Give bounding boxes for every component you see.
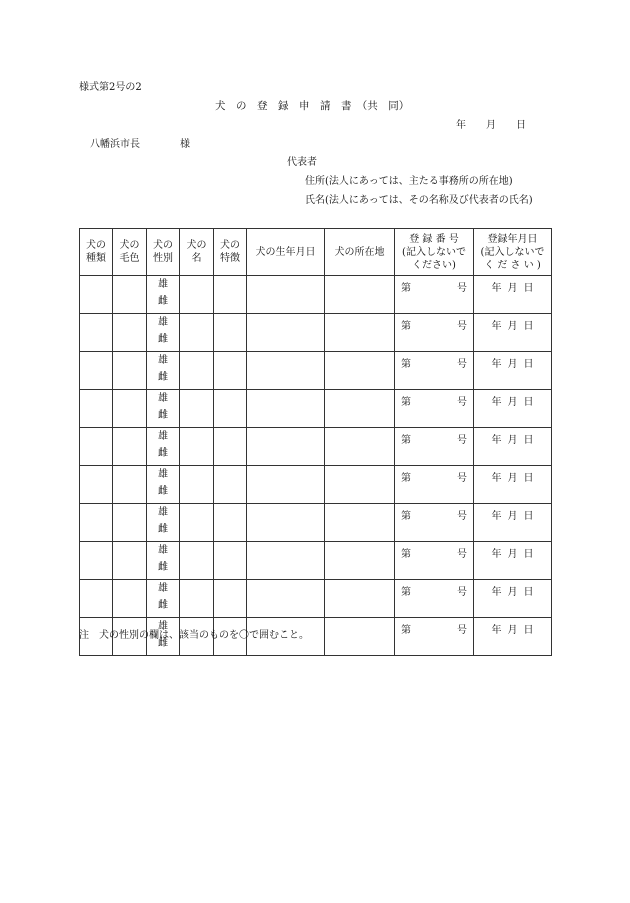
features-cell[interactable] <box>214 580 247 618</box>
header-dog-birthdate: 犬の生年月日 <box>247 229 325 276</box>
coat-color-cell[interactable] <box>113 428 147 466</box>
location-cell[interactable] <box>325 314 395 352</box>
features-cell[interactable] <box>214 390 247 428</box>
features-cell[interactable] <box>214 352 247 390</box>
registration-number-cell <box>395 314 474 352</box>
location-cell[interactable] <box>325 352 395 390</box>
sex-male[interactable]: 雄 <box>158 583 168 594</box>
number-suffix: 号 <box>457 435 467 446</box>
birthdate-cell[interactable] <box>247 314 325 352</box>
location-cell[interactable] <box>325 276 395 314</box>
breed-cell[interactable] <box>80 276 113 314</box>
dog-registration-table <box>79 228 552 656</box>
number-suffix: 号 <box>457 549 467 560</box>
sex-female[interactable]: 雌 <box>158 372 168 383</box>
registration-date-cell <box>474 580 552 618</box>
features-cell[interactable] <box>214 466 247 504</box>
name-cell[interactable] <box>180 542 214 580</box>
sex-cell[interactable] <box>147 276 180 314</box>
number-prefix: 第 <box>401 283 411 294</box>
header-dog-name: 犬の 名 <box>180 229 214 276</box>
date-year: 年 <box>491 587 502 598</box>
registration-date-cell <box>474 314 552 352</box>
breed-cell[interactable] <box>80 542 113 580</box>
date-month: 月 <box>507 587 518 598</box>
number-suffix: 号 <box>457 321 467 332</box>
sex-female[interactable]: 雌 <box>158 410 168 421</box>
name-cell[interactable] <box>180 352 214 390</box>
registration-number-cell <box>395 276 474 314</box>
representative-label: 代表者 <box>287 157 317 168</box>
sex-male[interactable]: 雄 <box>158 469 168 480</box>
name-cell[interactable] <box>180 504 214 542</box>
date-day: 日 <box>523 587 534 598</box>
registration-number-cell <box>395 618 474 656</box>
breed-cell[interactable] <box>80 466 113 504</box>
registration-date-cell <box>474 276 552 314</box>
name-cell[interactable] <box>180 466 214 504</box>
features-cell[interactable] <box>214 276 247 314</box>
date-month: 月 <box>507 435 518 446</box>
sex-female[interactable]: 雌 <box>158 638 168 649</box>
header-dog-location: 犬の所在地 <box>325 229 395 276</box>
features-cell[interactable] <box>214 542 247 580</box>
name-cell[interactable] <box>180 276 214 314</box>
registration-date-cell <box>474 352 552 390</box>
location-cell[interactable] <box>325 504 395 542</box>
sex-cell[interactable] <box>147 542 180 580</box>
birthdate-cell[interactable] <box>247 428 325 466</box>
name-cell[interactable] <box>180 428 214 466</box>
date-month: 月 <box>507 549 518 560</box>
sex-male[interactable]: 雄 <box>158 431 168 442</box>
location-cell[interactable] <box>325 580 395 618</box>
date-year: 年 <box>491 549 502 560</box>
header-registration-date: 登録年月日 (記入しないで く だ さ い ) <box>474 229 552 276</box>
sex-female[interactable]: 雌 <box>158 486 168 497</box>
birthdate-cell[interactable] <box>247 276 325 314</box>
birthdate-cell[interactable] <box>247 542 325 580</box>
registration-date-cell <box>474 390 552 428</box>
breed-cell[interactable] <box>80 428 113 466</box>
location-cell[interactable] <box>325 618 395 656</box>
sex-male[interactable]: 雄 <box>158 317 168 328</box>
location-cell[interactable] <box>325 466 395 504</box>
sex-cell[interactable] <box>147 580 180 618</box>
number-suffix: 号 <box>457 283 467 294</box>
date-month: 月 <box>507 283 518 294</box>
registration-date-cell <box>474 618 552 656</box>
table-row <box>80 390 552 428</box>
birthdate-cell[interactable] <box>247 352 325 390</box>
breed-cell[interactable] <box>80 390 113 428</box>
table-row <box>80 314 552 352</box>
date-day: 日 <box>523 359 534 370</box>
table-header-row <box>80 229 552 276</box>
registration-number-cell <box>395 542 474 580</box>
footnote: 注 犬の性別の欄は、該当のものを〇で囲むこと。 <box>79 630 309 641</box>
coat-color-cell[interactable] <box>113 504 147 542</box>
features-cell[interactable] <box>214 314 247 352</box>
name-label: 氏名(法人にあっては、その名称及び代表者の氏名) <box>305 195 533 206</box>
registration-date-cell <box>474 428 552 466</box>
number-suffix: 号 <box>457 397 467 408</box>
sex-male[interactable]: 雄 <box>158 393 168 404</box>
registration-number-cell <box>395 504 474 542</box>
registration-number-cell <box>395 580 474 618</box>
table-row <box>80 466 552 504</box>
name-cell[interactable] <box>180 580 214 618</box>
name-cell[interactable] <box>180 390 214 428</box>
date-day: 日 <box>523 549 534 560</box>
breed-cell[interactable] <box>80 580 113 618</box>
registration-number-cell <box>395 390 474 428</box>
header-registration-number: 登 録 番 号 (記入しないで ください) <box>395 229 474 276</box>
date-year: 年 <box>491 625 502 636</box>
table-row <box>80 542 552 580</box>
location-cell[interactable] <box>325 428 395 466</box>
features-cell[interactable] <box>214 504 247 542</box>
date-line: 年 月 日 <box>456 120 526 131</box>
date-year: 年 <box>491 511 502 522</box>
registration-number-cell <box>395 466 474 504</box>
date-month: 月 <box>507 397 518 408</box>
number-prefix: 第 <box>401 625 411 636</box>
sex-male[interactable]: 雄 <box>158 545 168 556</box>
sex-male[interactable]: 雄 <box>158 355 168 366</box>
sex-cell[interactable] <box>147 428 180 466</box>
breed-cell[interactable] <box>80 352 113 390</box>
sex-cell[interactable] <box>147 352 180 390</box>
date-year: 年 <box>491 283 502 294</box>
date-day: 日 <box>523 397 534 408</box>
coat-color-cell[interactable] <box>113 580 147 618</box>
date-day: 日 <box>523 435 534 446</box>
table-row <box>80 276 552 314</box>
number-suffix: 号 <box>457 473 467 484</box>
date-year: 年 <box>491 321 502 332</box>
date-day: 日 <box>523 473 534 484</box>
coat-color-cell[interactable] <box>113 466 147 504</box>
address-label: 住所(法人にあっては、主たる事務所の所在地) <box>305 176 513 187</box>
sex-female[interactable]: 雌 <box>158 600 168 611</box>
header-dog-coat-color: 犬の 毛色 <box>113 229 147 276</box>
date-day: 日 <box>523 625 534 636</box>
date-day: 日 <box>523 321 534 332</box>
birthdate-cell[interactable] <box>247 390 325 428</box>
location-cell[interactable] <box>325 542 395 580</box>
document-title: 犬 の 登 録 申 請 書 （共 同） <box>215 100 410 112</box>
number-suffix: 号 <box>457 511 467 522</box>
number-prefix: 第 <box>401 359 411 370</box>
coat-color-cell[interactable] <box>113 542 147 580</box>
sex-female[interactable]: 雌 <box>158 562 168 573</box>
location-cell[interactable] <box>325 390 395 428</box>
number-prefix: 第 <box>401 549 411 560</box>
table-row <box>80 504 552 542</box>
date-year: 年 <box>491 435 502 446</box>
table-row <box>80 352 552 390</box>
registration-number-cell <box>395 428 474 466</box>
table-row <box>80 580 552 618</box>
registration-date-cell <box>474 504 552 542</box>
number-prefix: 第 <box>401 511 411 522</box>
header-dog-breed: 犬の 種類 <box>80 229 113 276</box>
sex-cell[interactable] <box>147 314 180 352</box>
date-month: 月 <box>507 511 518 522</box>
number-prefix: 第 <box>401 397 411 408</box>
coat-color-cell[interactable] <box>113 276 147 314</box>
sex-female[interactable]: 雌 <box>158 448 168 459</box>
breed-cell[interactable] <box>80 314 113 352</box>
birthdate-cell[interactable] <box>247 466 325 504</box>
breed-cell[interactable] <box>80 504 113 542</box>
header-dog-sex: 犬の 性別 <box>147 229 180 276</box>
date-month: 月 <box>507 321 518 332</box>
date-year: 年 <box>491 473 502 484</box>
date-month: 月 <box>507 625 518 636</box>
sex-cell[interactable] <box>147 390 180 428</box>
birthdate-cell[interactable] <box>247 504 325 542</box>
date-day: 日 <box>523 511 534 522</box>
number-prefix: 第 <box>401 473 411 484</box>
sex-cell[interactable] <box>147 466 180 504</box>
sex-male[interactable]: 雄 <box>158 279 168 290</box>
header-dog-features: 犬の 特徴 <box>214 229 247 276</box>
date-month: 月 <box>507 473 518 484</box>
form-number: 様式第2号の2 <box>79 82 142 93</box>
coat-color-cell[interactable] <box>113 352 147 390</box>
number-prefix: 第 <box>401 587 411 598</box>
date-year: 年 <box>491 359 502 370</box>
number-suffix: 号 <box>457 625 467 636</box>
sex-female[interactable]: 雌 <box>158 524 168 535</box>
number-suffix: 号 <box>457 359 467 370</box>
sex-cell[interactable] <box>147 504 180 542</box>
coat-color-cell[interactable] <box>113 314 147 352</box>
number-prefix: 第 <box>401 321 411 332</box>
registration-number-cell <box>395 352 474 390</box>
name-cell[interactable] <box>180 314 214 352</box>
date-month: 月 <box>507 359 518 370</box>
number-suffix: 号 <box>457 587 467 598</box>
addressee: 八幡浜市長 様 <box>90 139 190 150</box>
sex-female[interactable]: 雌 <box>158 296 168 307</box>
birthdate-cell[interactable] <box>247 580 325 618</box>
sex-male[interactable]: 雄 <box>158 621 168 632</box>
registration-date-cell <box>474 466 552 504</box>
features-cell[interactable] <box>214 428 247 466</box>
sex-female[interactable]: 雌 <box>158 334 168 345</box>
coat-color-cell[interactable] <box>113 390 147 428</box>
registration-date-cell <box>474 542 552 580</box>
number-prefix: 第 <box>401 435 411 446</box>
date-day: 日 <box>523 283 534 294</box>
sex-male[interactable]: 雄 <box>158 507 168 518</box>
table-row <box>80 428 552 466</box>
date-year: 年 <box>491 397 502 408</box>
